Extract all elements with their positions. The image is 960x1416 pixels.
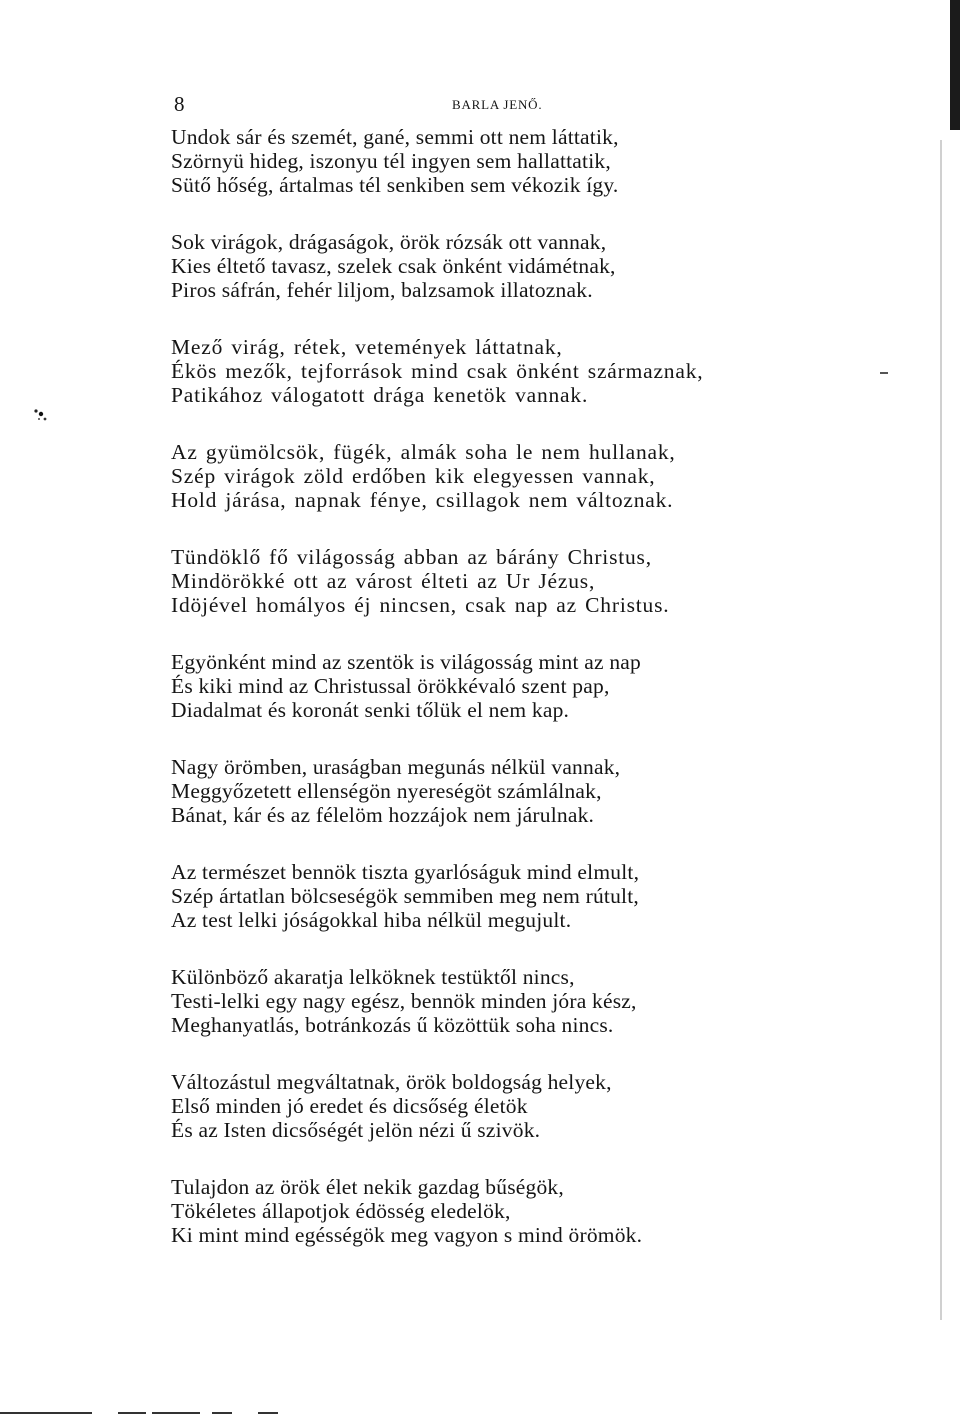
margin-mark (880, 372, 888, 374)
poem-line: És kiki mind az Christussal örökkévaló szent pap, (171, 674, 610, 698)
poem-line: Testi-lelki egy nagy egész, bennök minden jóra kész, (171, 989, 637, 1013)
poem-line: Diadalmat és koronát senki tőlük el nem kap. (171, 698, 570, 722)
bottom-scan-rule (212, 1412, 232, 1414)
poem-line: Szörnyü hideg, iszonyu tél ingyen sem hallattatik, (171, 149, 611, 173)
poem-line: Az természet bennök tiszta gyarlóságuk mind elmult, (171, 860, 640, 884)
poem-line: Szép ártatlan bölcseségök semmiben meg nem rútult, (171, 884, 639, 908)
bottom-scan-rule (118, 1412, 146, 1414)
poem-line: Undok sár és szemét, gané, semmi ott nem láttatik, (171, 125, 619, 149)
poem-line: Egyönként mind az szentök is világosság mint az nap (171, 650, 641, 674)
poem-body (171, 125, 791, 1280)
poem-line: Idöjével homályos éj nincsen, csak nap az Christus. (171, 593, 670, 617)
poem-line: Nagy örömben, uraságban megunás nélkül vannak, (171, 755, 621, 779)
poem-line: Meggyőzetett ellenségön nyereségöt számlálnak, (171, 779, 602, 803)
poem-line: Az gyümölcsök, fügék, almák soha le nem hullanak, (171, 440, 676, 464)
poem-line: Sok virágok, drágaságok, örök rózsák ott vannak, (171, 230, 607, 254)
scan-speck-icon (32, 405, 50, 423)
poem-line: Kies éltető tavasz, szelek csak önként vidámétnak, (171, 254, 616, 278)
poem-line: Ékös mezők, tejforrások mind csak önként származnak, (171, 359, 704, 383)
stanza (171, 335, 791, 407)
poem-line: Sütő hőség, ártalmas tél senkiben sem vékozik így. (171, 173, 619, 197)
poem-line: Mindörökké ott az várost élteti az Ur Jézus, (171, 569, 596, 593)
page-number: 8 (174, 92, 185, 116)
page-edge-shadow (940, 140, 942, 1320)
poem-line: Első minden jó eredet és dicsőség életök (171, 1094, 528, 1118)
poem-line: Az test lelki jóságokkal hiba nélkül megujult. (171, 908, 572, 932)
poem-line: És az Isten dicsőségét jelön nézi ű szivök. (171, 1118, 541, 1142)
bottom-scan-rule (0, 1412, 92, 1414)
poem-line: Szép virágok zöld erdőben kik elegyessen vannak, (171, 464, 656, 488)
poem-line: Változástul megváltatnak, örök boldogság helyek, (171, 1070, 612, 1094)
stanza (171, 440, 791, 512)
poem-line: Tökéletes állapotjok édösség eledelök, (171, 1199, 511, 1223)
bottom-scan-rule (258, 1412, 278, 1414)
poem-line: Hold járása, napnak fénye, csillagok nem változnak. (171, 488, 674, 512)
poem-line: Meghanyatlás, botránkozás ű közöttük soha nincs. (171, 1013, 614, 1037)
poem-line: Bánat, kár és az félelöm hozzájok nem járulnak. (171, 803, 595, 827)
poem-line: Ki mint mind egésségök meg vagyon s mind örömök. (171, 1223, 643, 1247)
poem-line: Piros sáfrán, fehér liljom, balzsamok illatoznak. (171, 278, 593, 302)
bottom-scan-rule (152, 1412, 200, 1414)
stanza (171, 650, 791, 722)
poem-line: Különböző akaratja lelköknek testüktől nincs, (171, 965, 575, 989)
running-head: BARLA JENŐ. (452, 97, 543, 112)
stanza (171, 860, 791, 932)
stanza (171, 230, 791, 302)
stanza (171, 125, 791, 197)
poem-line: Patikához válogatott drága kenetök vannak. (171, 383, 589, 407)
stanza (171, 545, 791, 617)
poem-line: Tündöklő fő világosság abban az bárány Christus, (171, 545, 652, 569)
poem-line: Tulajdon az örök élet nekik gazdag bűségök, (171, 1175, 564, 1199)
stanza (171, 755, 791, 827)
stanza (171, 965, 791, 1037)
stanza (171, 1175, 791, 1247)
poem-line: Mező virág, rétek, vetemények láttatnak, (171, 335, 563, 359)
scan-edge-mark (950, 0, 960, 130)
stanza (171, 1070, 791, 1142)
